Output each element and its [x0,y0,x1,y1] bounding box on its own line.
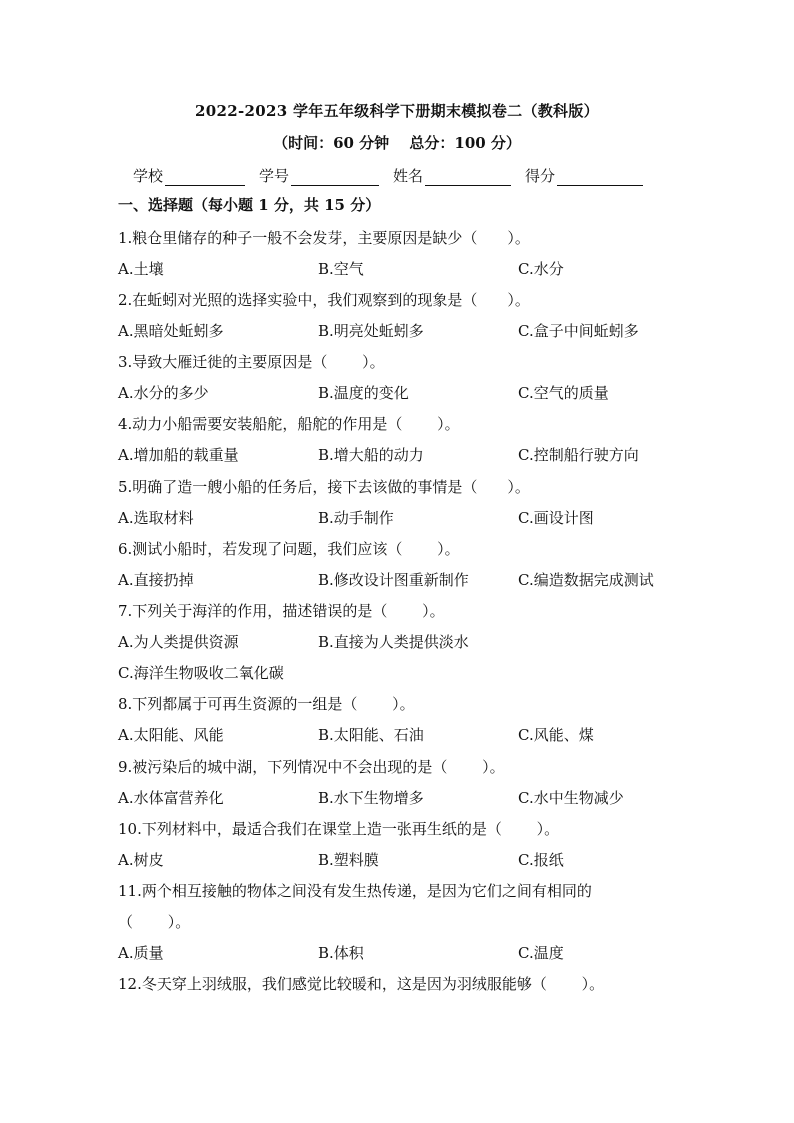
option-a[interactable]: A.质量 [118,944,164,962]
option-b[interactable]: B.修改设计图重新制作 [318,571,469,589]
option-c[interactable]: C.盒子中间蚯蚓多 [518,322,639,340]
option-c[interactable]: C.画设计图 [518,509,594,527]
section-heading: 一、选择题（每小题 1 分，共 15 分） [118,196,381,214]
question-stem: 9.被污染后的城中湖，下列情况中不会出现的是（ ）。 [118,758,505,776]
option-a[interactable]: A.增加船的载重量 [118,446,239,464]
student-info-row [133,164,673,186]
option-a[interactable]: A.水体富营养化 [118,789,224,807]
school-label: 学校 [133,167,164,185]
option-b[interactable]: B.塑料膜 [318,851,379,869]
option-a[interactable]: A.选取材料 [118,509,194,527]
option-c[interactable]: C.温度 [518,944,564,962]
question-options [118,849,688,871]
score-blank[interactable] [557,168,643,186]
question-stem: 10.下列材料中，最适合我们在课堂上造一张再生纸的是（ ）。 [118,820,560,838]
question-stem: 11.两个相互接触的物体之间没有发生热传递，是因为它们之间有相同的 [118,882,592,900]
question-stem: 6.测试小船时，若发现了问题，我们应该（ ）。 [118,540,460,558]
question-stem: 3.导致大雁迁徙的主要原因是（ ）。 [118,353,385,371]
option-a[interactable]: A.直接扔掉 [118,571,194,589]
option-a[interactable]: A.为人类提供资源 [118,633,239,651]
school-field[interactable] [133,164,245,186]
score-label: 得分 [525,167,556,185]
question-stem: 5.明确了造一艘小船的任务后，接下去该做的事情是（ ）。 [118,478,530,496]
question-stem-continued: （ ）。 [118,913,191,931]
option-c[interactable]: C.风能、煤 [518,726,594,744]
question-stem: 8.下列都属于可再生资源的一组是（ ）。 [118,695,415,713]
question-options [118,382,688,404]
question-options [118,724,688,746]
name-field[interactable] [393,164,511,186]
option-a[interactable]: A.水分的多少 [118,384,209,402]
exam-meta: （时间：60 分钟 总分：100 分） [273,134,521,152]
option-a[interactable]: A.土壤 [118,260,164,278]
option-b[interactable]: B.空气 [318,260,364,278]
option-b[interactable]: B.动手制作 [318,509,394,527]
score-field[interactable] [525,164,643,186]
option-b[interactable]: B.太阳能、石油 [318,726,424,744]
name-label: 姓名 [393,167,424,185]
option-b[interactable]: B.直接为人类提供淡水 [318,633,469,651]
question-options [118,631,688,653]
question-options [118,258,688,280]
option-b[interactable]: B.体积 [318,944,364,962]
student-id-field[interactable] [259,164,379,186]
option-c[interactable]: C.空气的质量 [518,384,609,402]
question-stem: 12.冬天穿上羽绒服，我们感觉比较暖和，这是因为羽绒服能够（ ）。 [118,975,605,993]
question-options [118,787,688,809]
option-c[interactable]: C.报纸 [518,851,564,869]
school-blank[interactable] [165,168,245,186]
question-stem: 1.粮仓里储存的种子一般不会发芽，主要原因是缺少（ ）。 [118,229,530,247]
option-a[interactable]: A.树皮 [118,851,164,869]
option-a[interactable]: A.太阳能、风能 [118,726,224,744]
option-c[interactable]: C.海洋生物吸收二氧化碳 [118,664,284,682]
option-c[interactable]: C.水分 [518,260,564,278]
question-options [118,662,688,684]
option-a[interactable]: A.黑暗处蚯蚓多 [118,322,224,340]
question-stem: 7.下列关于海洋的作用，描述错误的是（ ）。 [118,602,445,620]
question-options [118,320,688,342]
student-id-blank[interactable] [291,168,379,186]
question-options [118,444,688,466]
page-title: 2022-2023 学年五年级科学下册期末模拟卷二（教科版） [195,102,599,120]
option-c[interactable]: C.控制船行驶方向 [518,446,639,464]
question-options [118,507,688,529]
question-stem: 4.动力小船需要安装船舵，船舵的作用是（ ）。 [118,415,460,433]
option-b[interactable]: B.增大船的动力 [318,446,424,464]
student-id-label: 学号 [259,167,290,185]
option-b[interactable]: B.水下生物增多 [318,789,424,807]
option-b[interactable]: B.温度的变化 [318,384,409,402]
question-stem: 2.在蚯蚓对光照的选择实验中，我们观察到的现象是（ ）。 [118,291,530,309]
question-options [118,942,688,964]
option-c[interactable]: C.编造数据完成测试 [518,571,654,589]
option-c[interactable]: C.水中生物减少 [518,789,624,807]
option-b[interactable]: B.明亮处蚯蚓多 [318,322,424,340]
name-blank[interactable] [425,168,511,186]
question-options [118,569,688,591]
